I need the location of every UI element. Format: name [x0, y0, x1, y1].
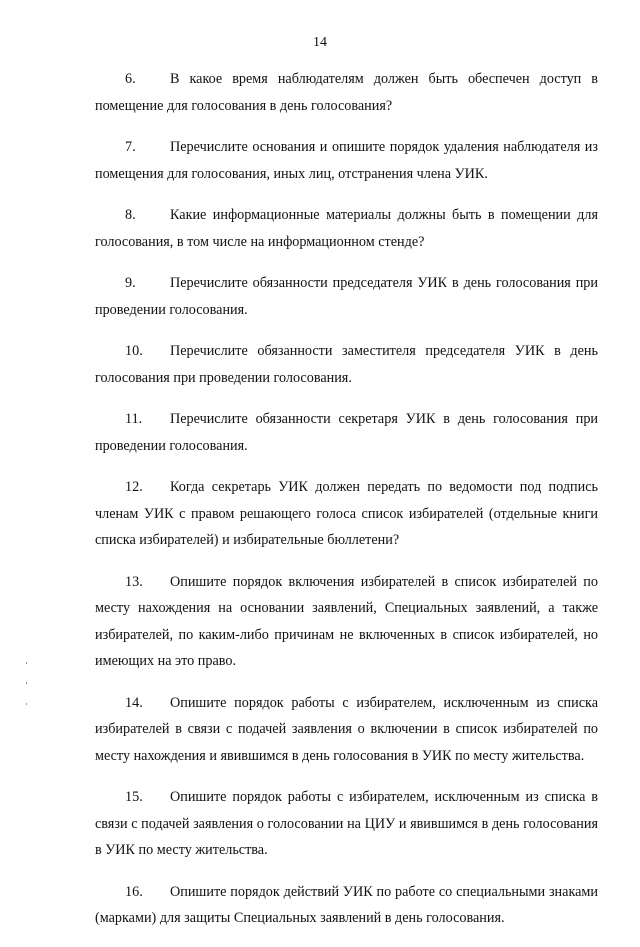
question-item — [95, 474, 598, 554]
question-text: Опишите порядок работы с избирателем, исключенным из списка избирателей в связи с подачей заявления о включении в список избирателей по месту нахождения и явившимся в день голосования в УИК по месту жительства. — [95, 694, 598, 764]
question-number: 11. — [125, 411, 143, 427]
question-text: Перечислите обязанности заместителя председателя УИК в день голосования при проведении голосования. — [95, 343, 598, 386]
question-text: Когда секретарь УИК должен передать по ведомости под подпись членам УИК с правом решающего голоса список избирателей (отдельные книги списка избирателей) и избирательные бюллетени? — [95, 479, 598, 548]
question-text: Перечислите обязанности председателя УИК в день голосования при проведении голосования. — [95, 275, 598, 318]
question-item — [95, 569, 598, 675]
question-number: 15. — [125, 789, 143, 805]
question-list — [95, 66, 598, 947]
question-text: Опишите порядок включения избирателей в список избирателей по месту нахождения на основании заявлений, Специальных заявлений, а также избирателей, по каким-либо причинам не включенных в список избирателей, но имеющих на это право. — [95, 573, 598, 669]
question-item — [95, 338, 598, 391]
question-item — [95, 879, 598, 932]
question-number: 6. — [125, 71, 136, 87]
question-number: 12. — [125, 479, 143, 495]
question-number: 8. — [125, 207, 136, 223]
question-text: Перечислите основания и опишите порядок удаления наблюдателя из помещения для голосования, иных лиц, отстранения члена УИК. — [95, 139, 598, 182]
question-text: В какое время наблюдателям должен быть обеспечен доступ в помещение для голосования в день голосования? — [95, 71, 598, 114]
question-number: 10. — [125, 343, 143, 359]
question-number: 9. — [125, 275, 136, 291]
question-number: 16. — [125, 883, 143, 900]
question-item — [95, 202, 598, 255]
question-item — [95, 406, 598, 459]
question-item — [95, 270, 598, 323]
question-number: 13. — [125, 573, 143, 590]
question-item — [95, 690, 598, 770]
question-item — [95, 134, 598, 187]
question-item — [95, 66, 598, 119]
question-item — [95, 784, 598, 864]
question-text: Опишите порядок действий УИК по работе со специальными знаками (марками) для защиты Специальных заявлений в день голосования. — [95, 883, 598, 926]
page-number: 14 — [313, 35, 327, 50]
question-text: Опишите порядок работы с избирателем, исключенным из списка в связи с подачей заявления о голосовании на ЦИУ и явившимся в день голосования в УИК по месту жительства. — [95, 789, 598, 858]
question-number: 7. — [125, 139, 136, 155]
question-text: Перечислите обязанности секретаря УИК в день голосования при проведении голосования. — [95, 411, 598, 454]
margin-scan-specks — [26, 662, 28, 722]
question-text: Какие информационные материалы должны быть в помещении для голосования, в том числе на информационном стенде? — [95, 207, 598, 250]
question-number: 14. — [125, 694, 143, 711]
